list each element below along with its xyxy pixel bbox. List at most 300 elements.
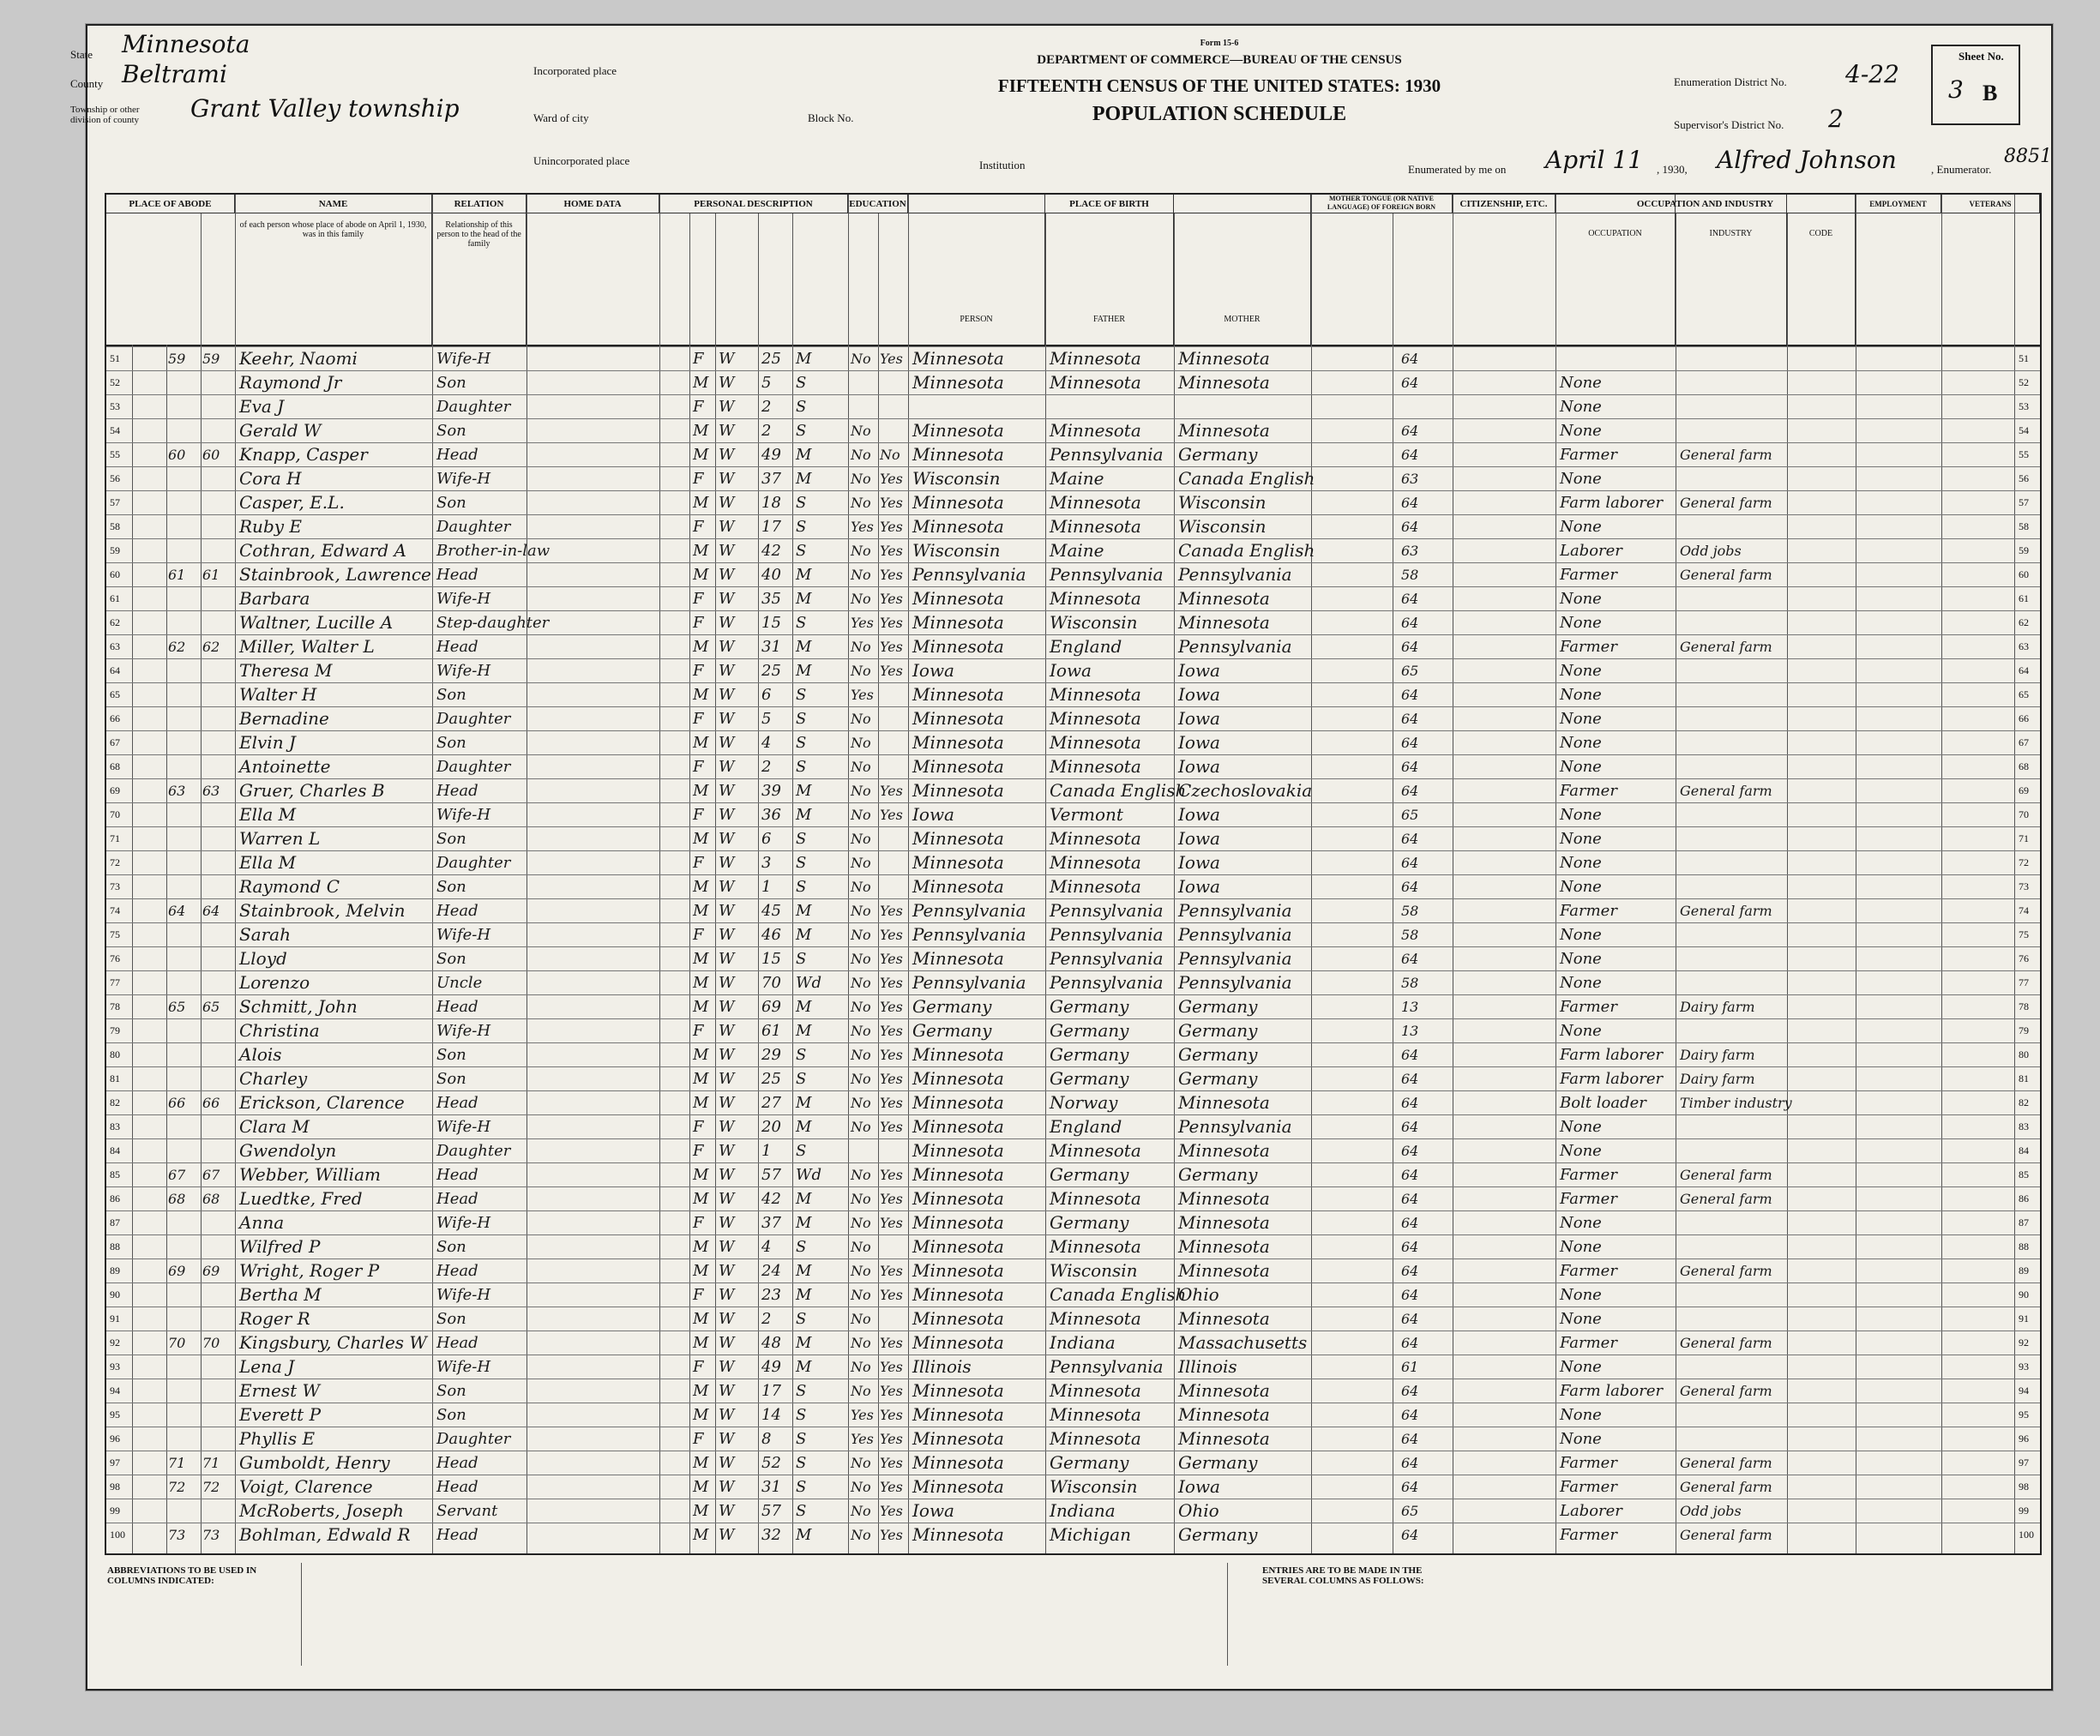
cell-sch: No (851, 1527, 871, 1543)
cell-ind (1680, 947, 1787, 970)
cell-mar: M (796, 1094, 812, 1112)
cell-rel: Daughter (436, 1142, 511, 1160)
cell-mar: M (796, 782, 812, 800)
table-row (106, 1475, 2040, 1499)
state-label: State (70, 48, 93, 61)
table-row (106, 730, 2040, 754)
cell-code: 64 (1401, 1191, 1419, 1207)
cell-ind (1680, 611, 1787, 634)
table-row (106, 1355, 2040, 1379)
cell-sch: No (851, 1215, 871, 1231)
cell-code: 64 (1401, 1263, 1419, 1279)
cell-name: Barbara (239, 588, 310, 609)
cell-bp: Minnesota (912, 684, 1004, 705)
cell-race: W (719, 998, 735, 1016)
cell-rel: Daughter (436, 398, 511, 416)
cell-fbp: Minnesota (1050, 1236, 1141, 1257)
cell-name: Cothran, Edward A (239, 540, 406, 561)
cell-name: Clara M (239, 1116, 310, 1137)
cell-age: 2 (761, 398, 772, 416)
cell-rel: Wife-H (436, 806, 491, 824)
cell-fam (202, 923, 233, 946)
cell-dw (168, 1307, 199, 1331)
cell-race: W (719, 1142, 735, 1160)
cell-fbp: Canada English (1050, 1284, 1187, 1305)
cell-rd: Yes (880, 471, 903, 487)
cell-name: Phyllis E (239, 1428, 316, 1449)
cell-fbp: Michigan (1050, 1524, 1131, 1545)
cell-occ: None (1560, 374, 1602, 392)
table-row (106, 586, 2040, 610)
cell-age: 25 (761, 350, 781, 368)
cell-ind (1680, 971, 1787, 994)
table-row (106, 778, 2040, 802)
cell-rd: Yes (880, 1023, 903, 1039)
group-employment: EMPLOYMENT (1856, 195, 1941, 213)
table-row (106, 970, 2040, 994)
cell-rel: Head (436, 566, 478, 584)
cell-race: W (719, 926, 735, 944)
cell-mbp: Pennsylvania (1178, 924, 1292, 945)
cell-sch: No (851, 735, 871, 751)
schedule-title: POPULATION SCHEDULE (1092, 103, 1347, 125)
cell-mbp: Germany (1178, 1044, 1258, 1065)
cell-code: 64 (1401, 879, 1419, 895)
cell-sex: M (693, 1406, 709, 1424)
cell-bp: Minnesota (912, 876, 1004, 897)
cell-fbp: Wisconsin (1050, 1260, 1138, 1281)
table-row (106, 514, 2040, 538)
line-number-right: 75 (2019, 928, 2029, 940)
cell-bp: Wisconsin (912, 468, 1001, 489)
cell-name: Voigt, Clarence (239, 1476, 373, 1497)
cell-dw: 59 (168, 351, 186, 367)
cell-code: 64 (1401, 1095, 1419, 1111)
cell-ind (1680, 1211, 1787, 1234)
cell-sch: No (851, 927, 871, 943)
cell-dw: 60 (168, 447, 186, 463)
cell-fbp: Norway (1050, 1092, 1118, 1113)
cell-race: W (719, 902, 735, 920)
cell-rel: Head (436, 638, 478, 656)
cell-dw (168, 371, 199, 394)
cell-occ: None (1560, 950, 1602, 968)
cell-fbp: Germany (1050, 1020, 1129, 1041)
cell-age: 4 (761, 734, 772, 752)
cell-fam (202, 1355, 233, 1379)
cell-fam (202, 467, 233, 490)
cell-fbp: Germany (1050, 1212, 1129, 1233)
cell-dw (168, 659, 199, 682)
cell-rd: Yes (880, 615, 903, 631)
cell-name: Waltner, Lucille A (239, 612, 394, 633)
cell-fam: 70 (202, 1335, 220, 1351)
enum-district-label: Enumeration District No. (1674, 75, 1787, 88)
cell-fam (202, 371, 233, 394)
cell-fbp: England (1050, 636, 1122, 657)
cell-rel: Son (436, 950, 466, 968)
cell-fam (202, 1115, 233, 1138)
cell-sch: No (851, 1071, 871, 1087)
cell-fam (202, 1499, 233, 1523)
cell-mbp: Iowa (1178, 708, 1220, 729)
cell-age: 8 (761, 1430, 772, 1448)
table-row (106, 1186, 2040, 1210)
cell-age: 49 (761, 446, 781, 464)
cell-dw: 67 (168, 1167, 186, 1183)
cell-race: W (719, 1358, 735, 1376)
cell-ind (1680, 707, 1787, 730)
cell-dw (168, 539, 199, 562)
cell-sch: No (851, 1263, 871, 1279)
cell-race: W (719, 638, 735, 656)
cell-occ: Farmer (1560, 1334, 1617, 1352)
cell-rd: Yes (880, 1455, 903, 1471)
cell-fam (202, 1043, 233, 1066)
cell-age: 31 (761, 1478, 781, 1496)
cell-mbp: Minnesota (1178, 420, 1270, 441)
line-number: 83 (110, 1120, 120, 1132)
cell-sch: No (851, 1047, 871, 1063)
col-head-code: CODE (1787, 195, 1856, 345)
cell-race: W (719, 974, 735, 992)
table-row (106, 1066, 2040, 1090)
cell-mbp: Minnesota (1178, 372, 1270, 393)
cell-fam (202, 851, 233, 874)
cell-rd: Yes (880, 951, 903, 967)
township-label: Township or other division of county (70, 105, 140, 125)
cell-ind (1680, 1115, 1787, 1138)
cell-bp: Minnesota (912, 588, 1004, 609)
cell-fbp: Minnesota (1050, 1308, 1141, 1329)
cell-mar: S (796, 518, 807, 536)
cell-mar: S (796, 422, 807, 440)
cell-name: Bohlman, Edwald R (239, 1524, 411, 1545)
table-row (106, 394, 2040, 418)
cell-ind: General farm (1680, 1167, 1772, 1183)
cell-sex: M (693, 686, 709, 704)
cell-age: 6 (761, 686, 772, 704)
cell-bp: Minnesota (912, 780, 1004, 801)
cell-code: 64 (1401, 1215, 1419, 1231)
cell-sex: M (693, 998, 709, 1016)
cell-rel: Wife-H (436, 1118, 491, 1136)
line-number: 99 (110, 1505, 120, 1517)
cell-mar: M (796, 1358, 812, 1376)
cell-dw (168, 803, 199, 826)
census-title: FIFTEENTH CENSUS OF THE UNITED STATES: 1930 (997, 75, 1441, 96)
cell-occ: None (1560, 518, 1602, 536)
cell-mbp: Minnesota (1178, 1404, 1270, 1425)
cell-mbp: Iowa (1178, 804, 1220, 825)
table-row (106, 538, 2040, 562)
cell-rd: Yes (880, 1191, 903, 1207)
cell-sch: No (851, 951, 871, 967)
cell-mbp: Minnesota (1178, 348, 1270, 369)
cell-mbp: Iowa (1178, 876, 1220, 897)
cell-rd: Yes (880, 663, 903, 679)
cell-dw (168, 1139, 199, 1162)
line-number: 91 (110, 1313, 120, 1325)
table-row (106, 850, 2040, 874)
cell-mar: S (796, 878, 807, 896)
cell-mar: S (796, 1046, 807, 1064)
line-number-right: 84 (2019, 1144, 2029, 1156)
cell-occ: Farmer (1560, 902, 1617, 920)
cell-fbp: Indiana (1050, 1500, 1116, 1521)
table-row (106, 442, 2040, 466)
table-row (106, 922, 2040, 946)
table-row (106, 1258, 2040, 1282)
cell-sex: F (693, 590, 704, 608)
cell-age: 61 (761, 1022, 781, 1040)
cell-dw (168, 587, 199, 610)
line-number: 65 (110, 688, 120, 700)
cell-sch: No (851, 903, 871, 919)
cell-bp: Minnesota (912, 708, 1004, 729)
cell-fbp: Minnesota (1050, 708, 1141, 729)
cell-code: 64 (1401, 591, 1419, 607)
cell-race: W (719, 1262, 735, 1280)
line-number-right: 87 (2019, 1216, 2029, 1228)
cell-mbp: Minnesota (1178, 1308, 1270, 1329)
cell-sch: No (851, 759, 871, 775)
cell-sch: No (851, 807, 871, 823)
line-number: 75 (110, 928, 120, 940)
cell-ind (1680, 1403, 1787, 1427)
cell-code: 64 (1401, 447, 1419, 463)
cell-ind: Dairy farm (1680, 999, 1755, 1015)
cell-sex: F (693, 614, 704, 632)
cell-name: Elvin J (239, 732, 296, 753)
cell-sch: No (851, 1023, 871, 1039)
enumerator-label: , Enumerator. (1931, 163, 1992, 176)
cell-name: Stainbrook, Lawrence (239, 564, 431, 585)
line-number: 55 (110, 448, 120, 460)
cell-sex: F (693, 926, 704, 944)
form-number: Form 15-6 (1200, 39, 1239, 48)
cell-sex: M (693, 1238, 709, 1256)
cell-rd (880, 1139, 908, 1162)
cell-mar: S (796, 830, 807, 848)
group-home: HOME DATA (527, 195, 659, 213)
cell-code: 64 (1401, 1311, 1419, 1327)
cell-dw: 71 (168, 1455, 186, 1471)
cell-mar: M (796, 1214, 812, 1232)
cell-mar: S (796, 1238, 807, 1256)
cell-bp: Minnesota (912, 1236, 1004, 1257)
cell-code: 64 (1401, 1431, 1419, 1447)
cell-fbp: England (1050, 1116, 1122, 1137)
cell-mar: S (796, 854, 807, 872)
cell-sch: No (851, 1167, 871, 1183)
table-row (106, 898, 2040, 922)
cell-sch (851, 395, 878, 418)
entries-title: ENTRIES ARE TO BE MADE IN THE SEVERAL COLUMNS AS FOLLOWS: (1262, 1565, 1424, 1586)
cell-code: 64 (1401, 1119, 1419, 1135)
cell-sex: M (693, 422, 709, 440)
block-label: Block No. (808, 111, 854, 124)
cell-occ: None (1560, 806, 1602, 824)
sheet-number: 3 (1948, 75, 1964, 104)
supervisor-label: Supervisor's District No. (1674, 118, 1784, 131)
cell-age: 2 (761, 1310, 772, 1328)
cell-sex: F (693, 806, 704, 824)
cell-bp: Minnesota (912, 852, 1004, 873)
cell-code: 64 (1401, 735, 1419, 751)
cell-mbp: Pennsylvania (1178, 972, 1292, 993)
cell-race: W (719, 1022, 735, 1040)
cell-code: 64 (1401, 783, 1419, 799)
cell-fam (202, 875, 233, 898)
cell-sex: M (693, 1046, 709, 1064)
cell-rd (880, 683, 908, 706)
cell-bp: Minnesota (912, 1188, 1004, 1209)
cell-rel: Head (436, 782, 478, 800)
county-value: Beltrami (122, 60, 227, 88)
cell-fam: 67 (202, 1167, 220, 1183)
cell-name: Sarah (239, 924, 291, 945)
cell-bp: Minnesota (912, 1260, 1004, 1281)
cell-bp: Germany (912, 996, 992, 1017)
cell-rel: Daughter (436, 758, 511, 776)
cell-age: 5 (761, 710, 772, 728)
cell-dw: 72 (168, 1479, 186, 1495)
cell-bp: Minnesota (912, 948, 1004, 969)
col-head-mother: MOTHER (1174, 195, 1311, 345)
cell-mbp: Czechoslovakia (1178, 780, 1313, 801)
cell-age: 42 (761, 542, 781, 560)
cell-fam: 59 (202, 351, 220, 367)
cell-fam (202, 419, 233, 442)
cell-mar: M (796, 1334, 812, 1352)
cell-dw (168, 515, 199, 538)
cell-rel: Head (436, 1094, 478, 1112)
cell-dw (168, 1379, 199, 1403)
cell-sex: M (693, 566, 709, 584)
cell-age: 15 (761, 950, 781, 968)
cell-dw (168, 923, 199, 946)
cell-race: W (719, 398, 735, 416)
col-head-occupation: OCCUPATION (1555, 195, 1676, 345)
cell-rel: Son (436, 1382, 466, 1400)
cell-mar: M (796, 902, 812, 920)
line-number: 81 (110, 1072, 120, 1084)
cell-sch: No (851, 471, 871, 487)
cell-fam (202, 587, 233, 610)
cell-rd: Yes (880, 1383, 903, 1399)
cell-mar: S (796, 1382, 807, 1400)
cell-name: Wright, Roger P (239, 1260, 380, 1281)
cell-code: 65 (1401, 1503, 1419, 1519)
cell-occ: None (1560, 590, 1602, 608)
cell-fbp: Germany (1050, 1164, 1129, 1185)
cell-sch: Yes (851, 687, 874, 703)
cell-occ: None (1560, 662, 1602, 680)
cell-sch: No (851, 855, 871, 871)
cell-sex: M (693, 902, 709, 920)
cell-race: W (719, 1238, 735, 1256)
line-number: 94 (110, 1385, 120, 1397)
cell-dw (168, 1067, 199, 1090)
cell-name: Warren L (239, 828, 321, 849)
cell-fbp: Pennsylvania (1050, 972, 1164, 993)
cell-name: Raymond Jr (239, 372, 342, 393)
cell-code: 64 (1401, 1143, 1419, 1159)
cell-mbp (1178, 395, 1311, 418)
col-head-name: of each person whose place of abode on April 1, 1930, was in this family (235, 195, 432, 345)
cell-mar: S (796, 374, 807, 392)
cell-rel: Wife-H (436, 1286, 491, 1304)
cell-ind (1680, 1355, 1787, 1379)
cell-sch: No (851, 1455, 871, 1471)
cell-sch: No (851, 591, 871, 607)
cell-race: W (719, 470, 735, 488)
cell-occ: None (1560, 686, 1602, 704)
line-number-right: 69 (2019, 784, 2029, 796)
cell-rel: Son (436, 1310, 466, 1328)
line-number-right: 93 (2019, 1361, 2029, 1373)
line-number-right: 89 (2019, 1264, 2029, 1276)
cell-age: 17 (761, 1382, 781, 1400)
cell-fam (202, 515, 233, 538)
line-number: 62 (110, 616, 120, 628)
enumerator-name: Alfred Johnson (1717, 146, 1897, 174)
cell-sex: M (693, 734, 709, 752)
table-row (106, 418, 2040, 442)
cell-mbp: Iowa (1178, 684, 1220, 705)
cell-name: Erickson, Clarence (239, 1092, 405, 1113)
cell-rd: Yes (880, 1263, 903, 1279)
cell-fbp: Vermont (1050, 804, 1123, 825)
cell-occ: None (1560, 422, 1602, 440)
cell-mar: S (796, 542, 807, 560)
cell-fbp: Canada English (1050, 780, 1187, 801)
cell-race: W (719, 1118, 735, 1136)
line-number: 73 (110, 880, 120, 892)
cell-rel: Head (436, 1526, 478, 1544)
cell-mar: M (796, 1118, 812, 1136)
line-number-right: 92 (2019, 1337, 2029, 1349)
cell-rd: Yes (880, 351, 903, 367)
cell-mar: S (796, 950, 807, 968)
cell-mar: S (796, 1406, 807, 1424)
enumerated-label: Enumerated by me on (1408, 163, 1507, 176)
cell-age: 18 (761, 494, 781, 512)
cell-mbp: Pennsylvania (1178, 636, 1292, 657)
cell-ind (1680, 1283, 1787, 1307)
cell-code: 64 (1401, 351, 1419, 367)
line-number: 61 (110, 592, 120, 604)
cell-code: 64 (1401, 495, 1419, 511)
cell-fam (202, 755, 233, 778)
cell-age: 52 (761, 1454, 781, 1472)
cell-ind: General farm (1680, 567, 1772, 583)
cell-fam (202, 1019, 233, 1042)
line-number: 54 (110, 424, 120, 436)
cell-bp: Minnesota (912, 348, 1004, 369)
line-number: 51 (110, 352, 120, 364)
cell-sex: M (693, 782, 709, 800)
col-head-person: PERSON (908, 195, 1045, 345)
cell-code: 64 (1401, 855, 1419, 871)
cell-rd: Yes (880, 1527, 903, 1543)
cell-rd: Yes (880, 1119, 903, 1135)
cell-sex: M (693, 1526, 709, 1544)
cell-race: W (719, 854, 735, 872)
cell-dw (168, 1283, 199, 1307)
line-number: 78 (110, 1000, 120, 1012)
